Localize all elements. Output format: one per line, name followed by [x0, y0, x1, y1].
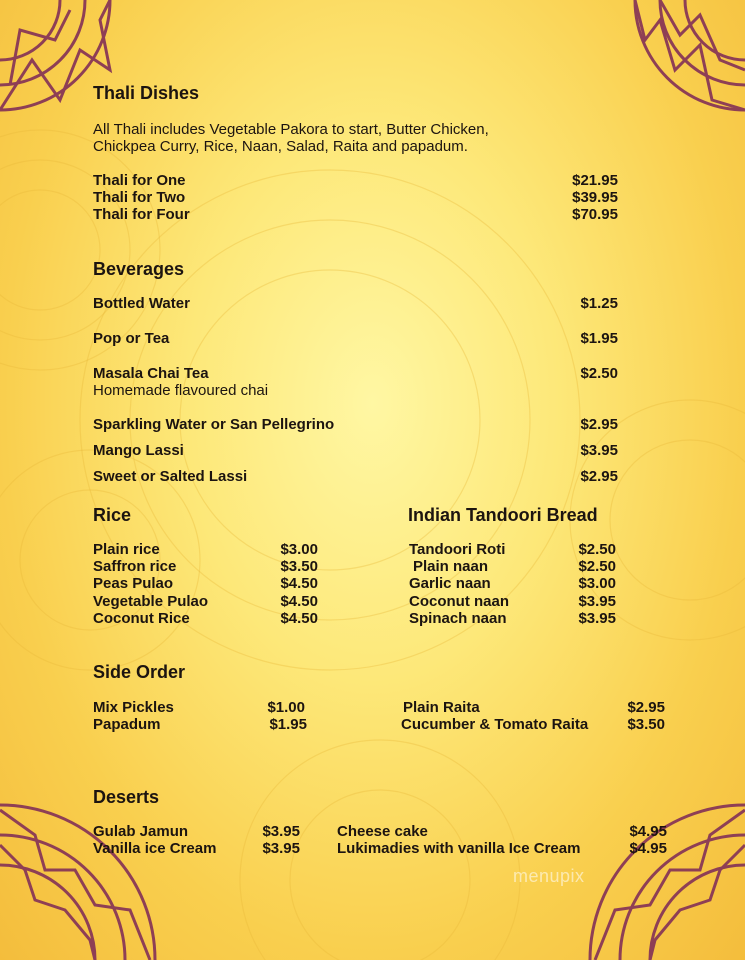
menu-item-name: Gulab Jamun [93, 823, 189, 840]
menu-item-name: Bottled Water [93, 295, 190, 312]
menu-item-price: $1.95 [269, 716, 307, 733]
menu-item-price: $2.50 [578, 541, 616, 558]
menu-item-price: $2.50 [578, 558, 616, 575]
menu-item-name: Coconut Rice [93, 610, 190, 627]
menu-item-name: Vegetable Pulao [93, 593, 209, 610]
menu-item-name: Cheese cake [337, 823, 428, 840]
menu-item-price: $4.50 [280, 610, 318, 627]
menu-item-name: Plain rice [93, 541, 160, 558]
corner-ornament-top-right [635, 0, 745, 110]
menu-item-name: Vanilla ice Cream [93, 840, 217, 857]
menu-item-name: Saffron rice [93, 558, 177, 575]
menu-item-name: Thali for Two [93, 189, 186, 206]
menu-item-price: $3.95 [578, 610, 616, 627]
menu-item-name: Mango Lassi [93, 442, 184, 459]
menu-item-name: Mix Pickles [93, 699, 174, 716]
menu-item-name: Plain Raita [403, 699, 480, 716]
thali-description-line1: All Thali includes Vegetable Pakora to start, Butter Chicken, [93, 121, 489, 138]
menu-item-name: Cucumber & Tomato Raita [401, 716, 589, 733]
menu-item-name: Thali for One [93, 172, 186, 189]
section-title-rice: Rice [93, 505, 132, 525]
menu-item-price: $3.00 [280, 541, 318, 558]
menu-item-name: Tandoori Roti [409, 541, 506, 558]
menu-item-price: $2.95 [627, 699, 665, 716]
menu-item-price: $39.95 [572, 189, 618, 206]
thali-description-line2: Chickpea Curry, Rice, Naan, Salad, Raita and papadum. [93, 138, 468, 155]
section-title-bread: Indian Tandoori Bread [408, 505, 598, 525]
menu-item-price: $1.95 [580, 330, 618, 347]
menu-item-price: $3.95 [580, 442, 618, 459]
menu-item-price: $4.50 [280, 575, 318, 592]
menu-item-price: $3.95 [262, 840, 300, 857]
menu-item-price: $2.50 [580, 365, 618, 382]
section-title-side-order: Side Order [93, 662, 186, 682]
menu-item-price: $1.00 [267, 699, 305, 716]
menu-item-price: $1.25 [580, 295, 618, 312]
menu-item-name: Coconut naan [409, 593, 509, 610]
menu-item-name: Masala Chai Tea [93, 365, 209, 382]
menu-item-price: $2.95 [580, 468, 618, 485]
menu-item-price: $3.00 [578, 575, 616, 592]
corner-ornament-bottom-right [590, 805, 745, 960]
menu-item-name: Pop or Tea [93, 330, 170, 347]
menu-item-price: $3.50 [627, 716, 665, 733]
menu-item-note: Homemade flavoured chai [93, 382, 269, 399]
menu-item-price: $3.50 [280, 558, 318, 575]
menu-item-name: Plain naan [413, 558, 489, 575]
menu-item-name: Thali for Four [93, 206, 190, 223]
menu-item-price: $4.95 [629, 840, 667, 857]
menu-item-price: $3.95 [578, 593, 616, 610]
menu-item-name: Sparkling Water or San Pellegrino [93, 416, 335, 433]
watermark: menupix [513, 866, 585, 886]
menu-item-name: Spinach naan [409, 610, 507, 627]
menu-item-price: $2.95 [580, 416, 618, 433]
menu-item-price: $70.95 [572, 206, 618, 223]
menu-item-price: $21.95 [572, 172, 618, 189]
menu-item-name: Sweet or Salted Lassi [93, 468, 248, 485]
menu-item-price: $4.50 [280, 593, 318, 610]
menu-item-name: Garlic naan [409, 575, 491, 592]
menu-item-name: Papadum [93, 716, 161, 733]
menu-item-name: Lukimadies with vanilla Ice Cream [337, 840, 581, 857]
menu-item-price: $4.95 [629, 823, 667, 840]
menu-item-name: Peas Pulao [93, 575, 174, 592]
section-title-deserts: Deserts [93, 787, 160, 807]
section-title-beverages: Beverages [93, 259, 185, 279]
section-title-thali: Thali Dishes [93, 83, 200, 103]
menu-item-price: $3.95 [262, 823, 300, 840]
